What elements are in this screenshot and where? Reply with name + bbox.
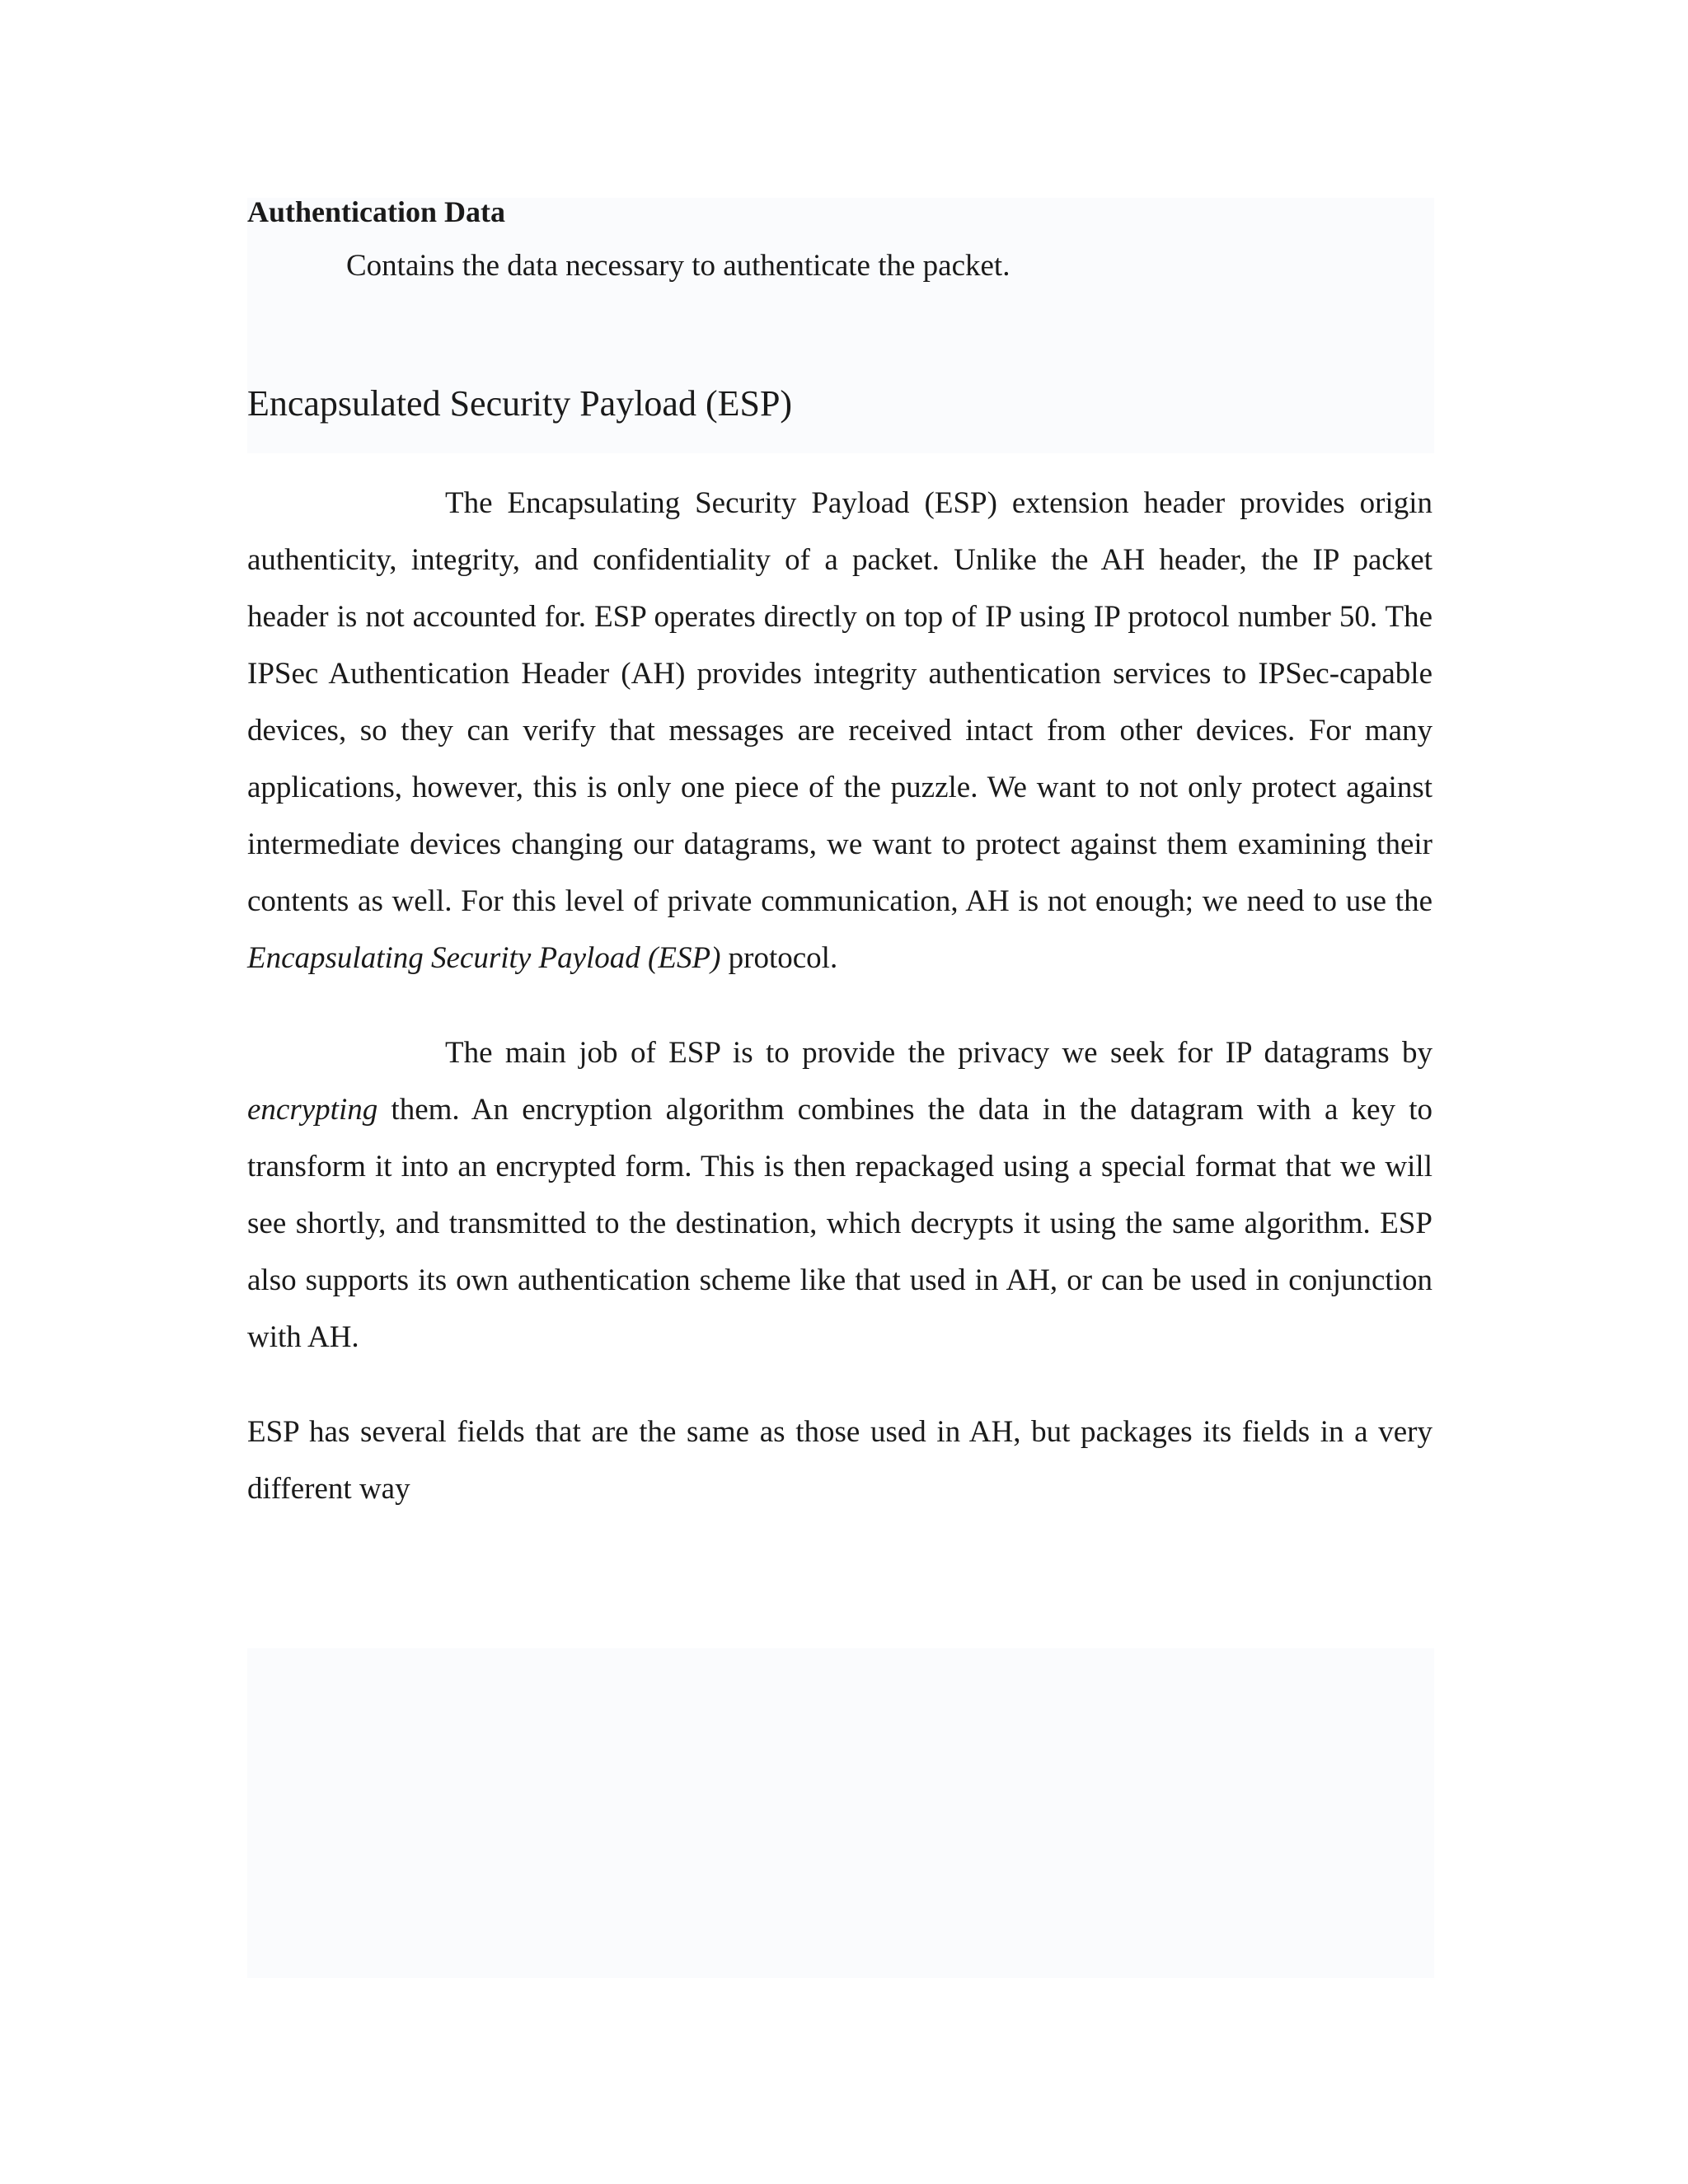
emphasis-text: Encapsulating Security Payload (ESP) <box>247 941 721 976</box>
paragraph-esp-fields: ESP has several fields that are the same as those used in AH, but packages its fields in a very different way <box>247 1415 1432 1507</box>
document-body <box>247 194 1432 1517</box>
paragraph-esp-intro <box>247 475 1432 987</box>
paragraph-text: protocol. <box>720 941 838 976</box>
field-title: Authentication Data <box>247 195 505 228</box>
paragraph-esp-job <box>247 1024 1432 1366</box>
paragraph-text: The main job of ESP is to provide the privacy we seek for IP datagrams by <box>445 1036 1432 1071</box>
shaded-background-bottom <box>247 1648 1434 1978</box>
paragraph-text: them. An encryption algorithm combines the data in the datagram with a key to transform it into an encrypted form. This is then repackaged using a special format that we will see shortly, and transmitted to the destination, which decrypts it using the same algorithm. ESP also supports its own authentication scheme like that used in AH, or can be used in conjunction with AH. <box>247 1093 1432 1355</box>
field-description: Contains the data necessary to authenticate the packet. <box>346 249 1010 284</box>
paragraph-text: The Encapsulating Security Payload (ESP) extension header provides origin authenticity, integrity, and confidentiality of a packet. Unlike the AH header, the IP packet header is not accounted for. ESP operates directly on top of IP using IP protocol number 50. The IPSec Authentication Header (AH) provides integrity authentication services to IPSec-capable devices, so they can verify that messages are received intact from other devices. For many applications, however, this is only one piece of the puzzle. We want to not only protect against intermediate devices changing our datagrams, we want to protect against them examining their contents as well. For this level of private communication, AH is not enough; we need to use the <box>247 486 1432 919</box>
emphasis-text: encrypting <box>247 1093 378 1127</box>
section-heading: Encapsulated Security Payload (ESP) <box>247 382 793 424</box>
